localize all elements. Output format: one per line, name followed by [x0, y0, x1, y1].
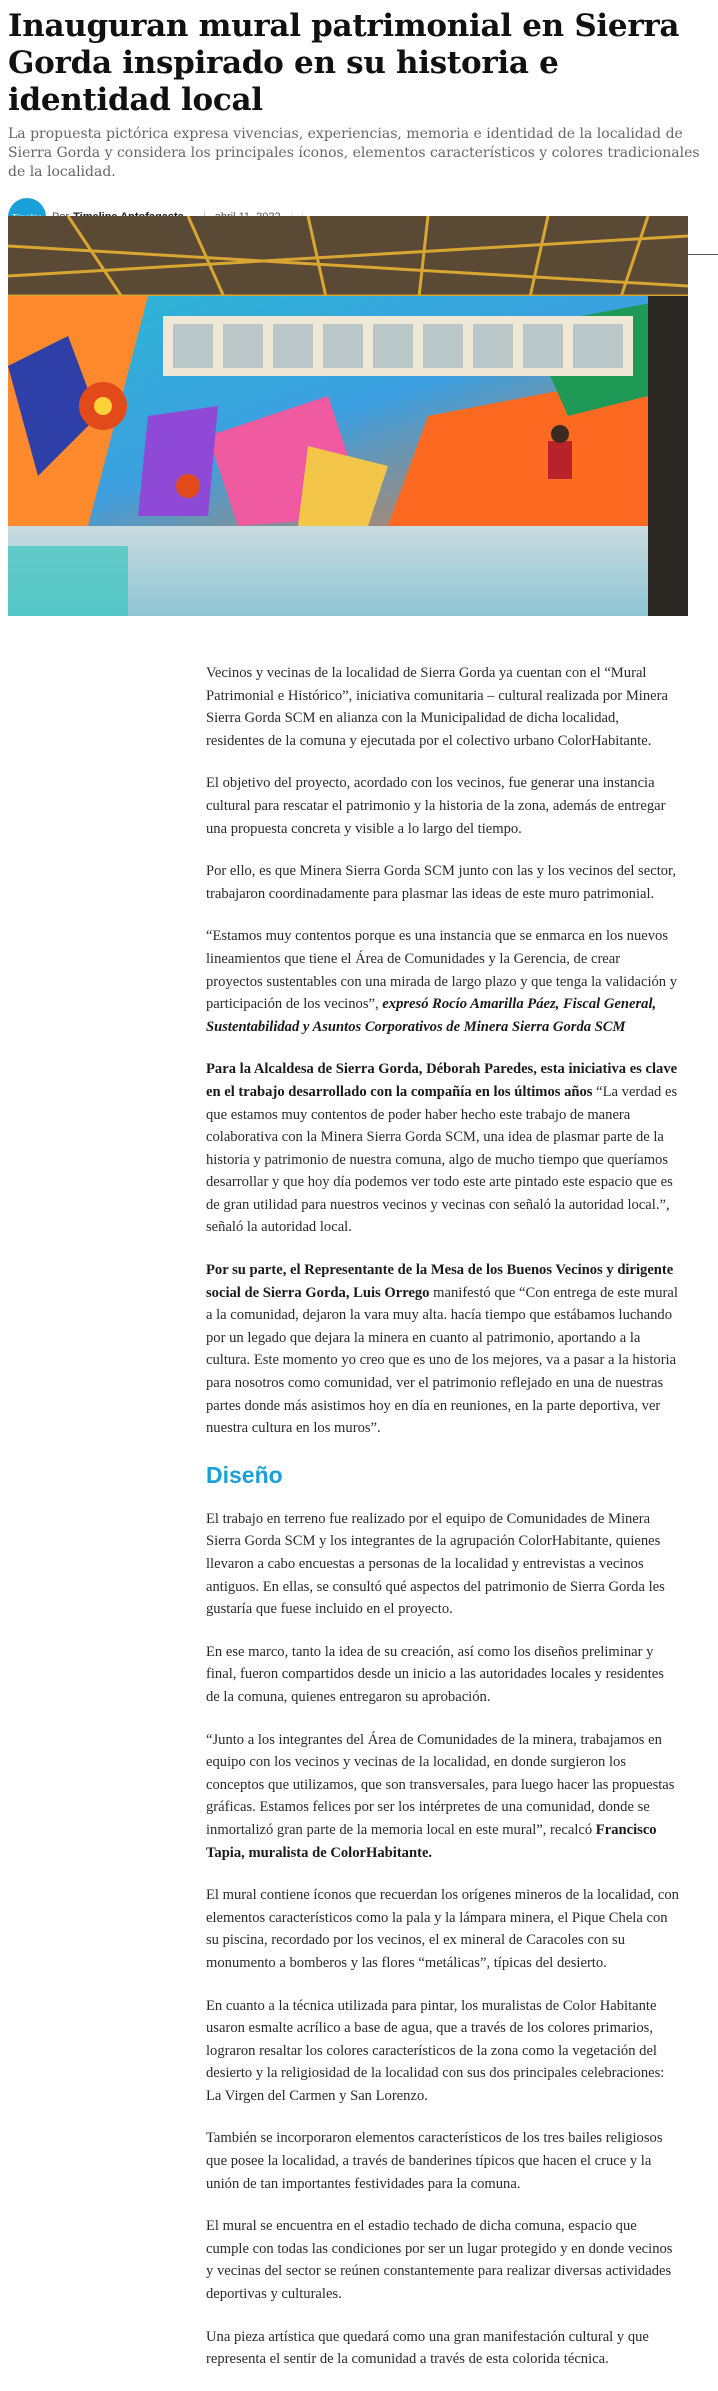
bold-lead: Para la Alcaldesa de Sierra Gorda, Déborah Paredes, esta iniciativa es clave en el trabajo desarrollado con la compañía en los últimos años — [206, 1061, 678, 1100]
paragraph: El mural se encuentra en el estadio techado de dicha comuna, espacio que cumple con todas las condiciones por ser un lugar protegido y en donde vecinos y vecinas del sector se reúnen constantemente para realizar diversas actividades deportivas y culturales. — [206, 2218, 673, 2303]
paragraph-text: “La verdad es que estamos muy contentos de poder haber hecho este trabajo de manera colaborativa con la Minera Sierra Gorda SCM, una idea de plasmar parte de la historia y patrimonio de nuestra comuna, algo de mucho tiempo que queríamos desarrollar y que hoy día podemos ver todo este arte pintado este espacio que es de gran utilidad para nuestros vecinos y vecinas con señaló la autoridad local.”, señaló la autoridad local. — [206, 1083, 678, 1236]
paragraph: En cuanto a la técnica utilizada para pintar, los muralistas de Color Habitante usaron esmalte acrílico a base de agua, que a través de los colores primarios, lograron resaltar los colores característicos de la zona como la vegetación del desierto y la religiosidad de la localidad con sus dos principales celebraciones: La Virgen del Carmen y San Lorenzo. — [206, 1997, 665, 2104]
paragraph — [206, 1729, 680, 1865]
article-title: Inauguran mural patrimonial en Sierra Gorda inspirado en su historia e identidad local — [8, 8, 680, 118]
paragraph: El objetivo del proyecto, acordado con los vecinos, fue generar una instancia cultural para rescatar el patrimonio y la historia de la zona, además de entregar una propuesta concreta y visible a lo largo del tiempo. — [206, 775, 666, 837]
paragraph: También se incorporaron elementos característicos de los tres bailes religiosos que posee la localidad, a través de banderines típicos que hacen el cruce y la unión de tan importantes festividades para la comuna. — [206, 2130, 663, 2192]
mural-illustration — [8, 216, 688, 616]
paragraph: Por ello, es que Minera Sierra Gorda SCM junto con las y los vecinos del sector, trabajaron coordinadamente para plasmar las ideas de este muro patrimonial. — [206, 863, 676, 902]
paragraph: En ese marco, tanto la idea de su creación, así como los diseños preliminar y final, fueron compartidos desde un inicio a las autoridades locales y residentes de la comuna, quienes entregaron su aprobación. — [206, 1643, 664, 1705]
hero-image — [8, 216, 688, 616]
paragraph: El trabajo en terreno fue realizado por el equipo de Comunidades de Minera Sierra Gorda SCM y los integrantes de la agrupación ColorHabitante, quienes llevaron a cabo encuestas a personas de la localidad y entrevistas a vecinos antiguos. En ellas, se consultó qué aspectos del patrimonio de Sierra Gorda les gustaría que fuese incluido en el proyecto. — [206, 1510, 665, 1618]
quote-attribution: expresó Rocío Amarilla Páez, Fiscal General, Sustentabilidad y Asuntos Corporativos de Minera Sierra Gorda SCM — [206, 996, 657, 1035]
paragraph-text: manifestó que “Con entrega de este mural a la comunidad, dejaron la vara muy alta. hacía tiempo que estábamos luchando por un legado que dejara la minera en cuanto al patrimonio, aportando a la cultura. Este momento yo creo que es uno de los mejores, va a pasar a la historia para nosotros como comunidad, ver el patrimonio reflejado en una de nuestras partes donde más asistimos hoy en día en reuniones, en la parte deportiva, ver nuestra cultura en los muros”. — [206, 1284, 678, 1437]
quote-text: “Estamos muy contentos porque es una instancia que se enmarca en los nuevos lineamientos que tiene el Área de Comunidades y la Gerencia, de crear proyectos sustentables con una mirada de largo plazo y que tenga la validación y participación de los vecinos”, — [206, 928, 678, 1013]
quote-attribution: Francisco Tapia, muralista de ColorHabitante. — [206, 1821, 657, 1861]
paragraph — [206, 1259, 680, 1440]
paragraph: El mural contiene íconos que recuerdan los orígenes mineros de la localidad, con elementos característicos como la pala y la lámpara minera, el Pique Chela con su piscina, recordado por los vecinos, el ex mineral de Caracoles con su monumento a bomberos y las flores “metálicas”, típicas del desierto. — [206, 1887, 679, 1971]
paragraph — [206, 925, 680, 1038]
article-lead: La propuesta pictórica expresa vivencias, experiencias, memoria e identidad de la localidad de Sierra Gorda y considera los principales íconos, elementos característicos y colores tradicionales de la localidad. — [8, 126, 700, 180]
paragraph: Una pieza artística que quedará como una gran manifestación cultural y que representa el sentir de la comunidad a través de esta colorida técnica. — [206, 2328, 649, 2368]
article-body — [206, 662, 680, 2391]
paragraph — [206, 1058, 680, 1239]
article-header — [0, 0, 718, 240]
quote-text: “Junto a los integrantes del Área de Comunidades de la minera, trabajamos en equipo con los vecinos y vecinas de la localidad, en donde surgieron los conceptos que utilizamos, que son transversales, para luego hacer las propuestas gráficas. Estamos felices por ser los intérpretes de una comunidad, donde se inmortalizó gran parte de la memoria local en este mural”, recalcó — [206, 1731, 675, 1838]
section-heading: Diseño — [206, 1461, 283, 1488]
paragraph: Vecinos y vecinas de la localidad de Sierra Gorda ya cuentan con el “Mural Patrimonial e Histórico”, iniciativa comunitaria – cultural realizada por Minera Sierra Gorda SCM en alianza con la Municipalidad de dicha localidad, residentes de la comuna y ejecutada por el colectivo urbano ColorHabitante. — [206, 665, 668, 749]
bold-lead: Por su parte, el Representante de la Mesa de los Buenos Vecinos y dirigente social de Sierra Gorda, Luis Orrego — [206, 1262, 674, 1301]
